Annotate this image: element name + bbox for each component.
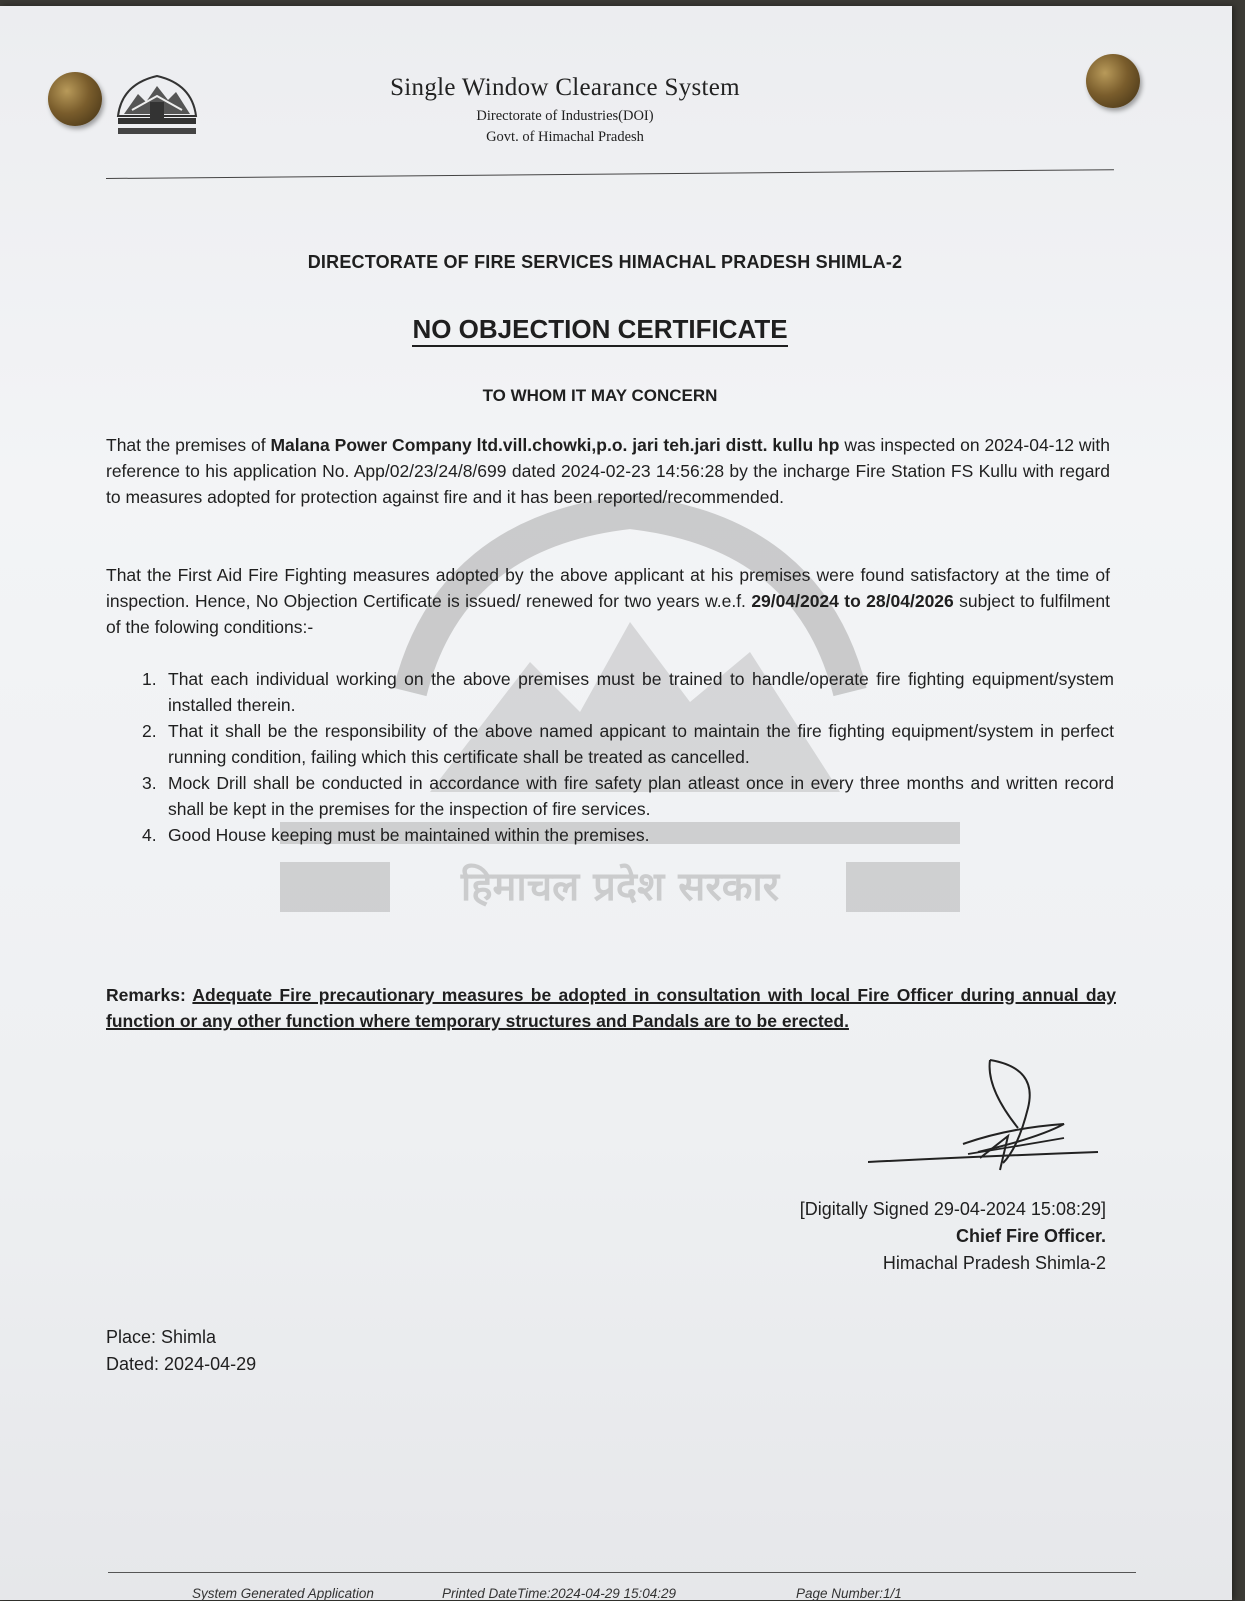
portal-subtitle: Directorate of Industries(DOI) bbox=[476, 108, 654, 124]
condition-text: That it shall be the responsibility of the above named appicant to maintain the fire fighting equipment/system in perfect running condition, failing which this certificate shall be treated as cancelled. bbox=[168, 721, 1114, 767]
p1-prefix: That the premises of bbox=[106, 435, 271, 455]
condition-number: 4. bbox=[142, 825, 157, 845]
remarks-section bbox=[106, 982, 1116, 1034]
validity-paragraph bbox=[106, 562, 1110, 640]
himachal-emblem-logo bbox=[112, 66, 202, 140]
watermark-text: हिमाचल प्रदेश सरकार bbox=[460, 864, 780, 910]
certificate-title-wrap bbox=[0, 314, 1200, 345]
certificate-title: NO OBJECTION CERTIFICATE bbox=[412, 314, 787, 347]
portal-title: Single Window Clearance System bbox=[390, 74, 740, 101]
condition-text: That each individual working on the above premises must be trained to handle/operate fire fighting equipment/system installed therein. bbox=[168, 669, 1114, 715]
handwritten-signature bbox=[868, 1058, 1118, 1192]
inspection-paragraph bbox=[106, 432, 1110, 510]
condition-item bbox=[142, 770, 1114, 822]
footer-system-generated: System Generated Application bbox=[192, 1586, 374, 1601]
footer-printed-datetime: Printed DateTime:2024-04-29 15:04:29 bbox=[442, 1586, 677, 1601]
place-date-block bbox=[106, 1324, 256, 1378]
p1-rest: was inspected on 2024-04-12 with reference to his application No. App/02/23/24/8/699 dated 2024-02-23 14:56:28 by the incharge Fire Station FS Kullu with regard to measures adopted for protection against fire and it has been reported/recommended. bbox=[106, 435, 1110, 507]
portal-government: Govt. of Himachal Pradesh bbox=[486, 129, 644, 145]
validity-period: 29/04/2024 to 28/04/2026 bbox=[751, 591, 954, 611]
portal-header bbox=[330, 74, 800, 146]
remarks-text: Adequate Fire precautionary measures be adopted in consultation with local Fire Officer during annual day function or any other function where temporary structures and Pandals are to be erected. bbox=[106, 985, 1116, 1031]
condition-item bbox=[142, 666, 1114, 718]
footer-page-number: Page Number:1/1 bbox=[796, 1586, 902, 1601]
condition-item bbox=[142, 718, 1114, 770]
p2-suffix: subject to fulfilment of the folowing conditions:- bbox=[106, 591, 1110, 637]
condition-text: Good House keeping must be maintained within the premises. bbox=[168, 825, 650, 845]
signature-block bbox=[800, 1196, 1106, 1277]
condition-number: 1. bbox=[142, 669, 157, 689]
condition-number: 3. bbox=[142, 773, 157, 793]
digital-signature-stamp: [Digitally Signed 29-04-2024 15:08:29] bbox=[799, 1199, 1106, 1219]
conditions-list bbox=[142, 666, 1114, 848]
premises-name: Malana Power Company ltd.vill.chowki,p.o. jari teh.jari distt. kullu hp bbox=[270, 435, 840, 455]
header-divider bbox=[106, 169, 1114, 179]
footer-divider bbox=[108, 1572, 1136, 1573]
condition-item bbox=[142, 822, 1114, 848]
p2-text: That the First Aid Fire Fighting measures adopted by the above applicant at his premises were found satisfactory at the time of inspection. Hence, No Objection Certificate is issued/ renewed for two years w.e.f. bbox=[106, 565, 1110, 611]
pushpin-right bbox=[1086, 54, 1140, 108]
remarks-label: Remarks: bbox=[106, 985, 193, 1005]
dated: Dated: 2024-04-29 bbox=[106, 1354, 257, 1374]
signer-title: Chief Fire Officer. bbox=[955, 1226, 1106, 1246]
condition-text: Mock Drill shall be conducted in accordance with fire safety plan atleast once in every three months and written record shall be kept in the premises for the inspection of fire services. bbox=[168, 773, 1114, 819]
salutation: TO WHOM IT MAY CONCERN bbox=[482, 386, 718, 405]
signer-office: Himachal Pradesh Shimla-2 bbox=[882, 1253, 1106, 1273]
department-heading: DIRECTORATE OF FIRE SERVICES HIMACHAL PRADESH SHIMLA-2 bbox=[307, 252, 903, 272]
pushpin-left bbox=[48, 72, 102, 126]
certificate-sheet bbox=[0, 6, 1232, 1600]
condition-number: 2. bbox=[142, 721, 157, 741]
place: Place: Shimla bbox=[106, 1327, 217, 1347]
